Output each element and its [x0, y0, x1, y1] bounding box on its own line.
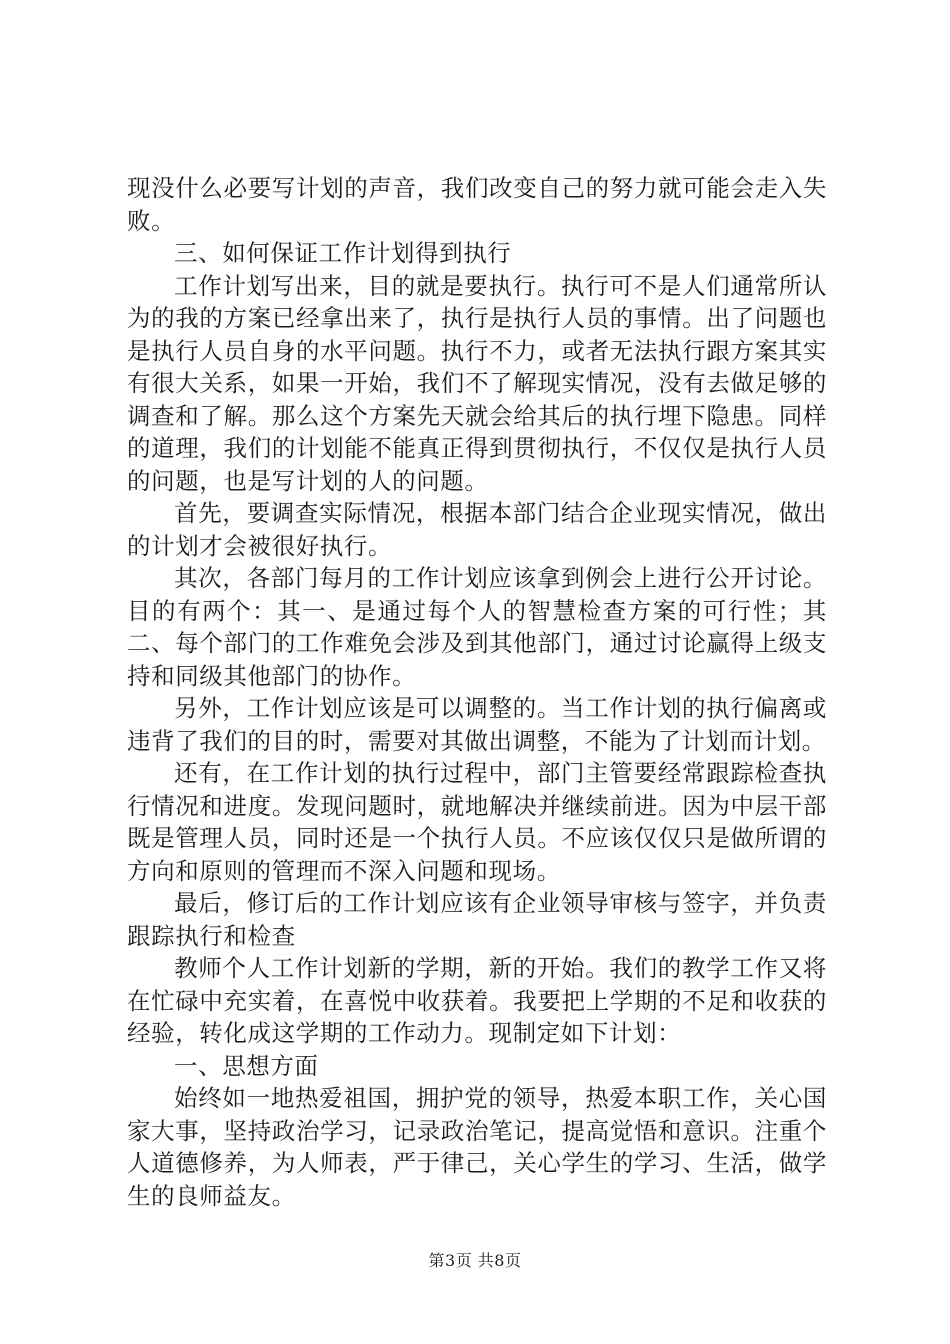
- paragraph-teacher-plan-intro: 教师个人工作计划新的学期，新的开始。我们的教学工作又将在忙碌中充实着，在喜悦中收获着。我要把上学期的不足和收获的经验，转化成这学期的工作动力。现制定如下计划：: [127, 954, 827, 1047]
- section-heading-execution: 三、如何保证工作计划得到执行: [174, 239, 512, 267]
- paragraph-adjustment: 另外，工作计划应该是可以调整的。当工作计划的执行偏离或违背了我们的目的时，需要对其做出调整，不能为了计划而计划。: [127, 694, 827, 755]
- page-footer: 第3页 共8页: [428, 1251, 522, 1270]
- paragraph-first-step: 首先，要调查实际情况，根据本部门结合企业现实情况，做出的计划才会被很好执行。: [127, 499, 827, 560]
- section-heading-ideology: 一、思想方面: [174, 1051, 319, 1080]
- paragraph-second-step: 其次，各部门每月的工作计划应该拿到例会上进行公开讨论。目的有两个：其一、是通过每个人的智慧检查方案的可行性；其二、每个部门的工作难免会涉及到其他部门，通过讨论赢得上级支持和同级其他部门的协作。: [127, 564, 827, 690]
- document-body: [127, 172, 827, 1212]
- paragraph-continuation: 现没什么必要写计划的声音，我们改变自己的努力就可能会走入失败。: [127, 174, 827, 235]
- paragraph-tracking: 还有，在工作计划的执行过程中，部门主管要经常跟踪检查执行情况和进度。发现问题时，就地解决并继续前进。因为中层干部既是管理人员，同时还是一个执行人员。不应该仅仅只是做所谓的方向和原则的管理而不深入问题和现场。: [127, 759, 827, 885]
- paragraph-ideology: 始终如一地热爱祖国，拥护党的领导，热爱本职工作，关心国家大事，坚持政治学习，记录政治笔记，提高觉悟和意识。注重个人道德修养，为人师表，严于律己，关心学生的学习、生活，做学生的良师益友。: [127, 1084, 827, 1210]
- paragraph-final-review: 最后，修订后的工作计划应该有企业领导审核与签字，并负责跟踪执行和检查: [127, 889, 827, 950]
- paragraph-execution-purpose: 工作计划写出来，目的就是要执行。执行可不是人们通常所认为的我的方案已经拿出来了，执行是执行人员的事情。出了问题也是执行人员自身的水平问题。执行不力，或者无法执行跟方案其实有很大关系，如果一开始，我们不了解现实情况，没有去做足够的调查和了解。那么这个方案先天就会给其后的执行埋下隐患。同样的道理，我们的计划能不能真正得到贯彻执行，不仅仅是执行人员的问题，也是写计划的人的问题。: [127, 271, 827, 495]
